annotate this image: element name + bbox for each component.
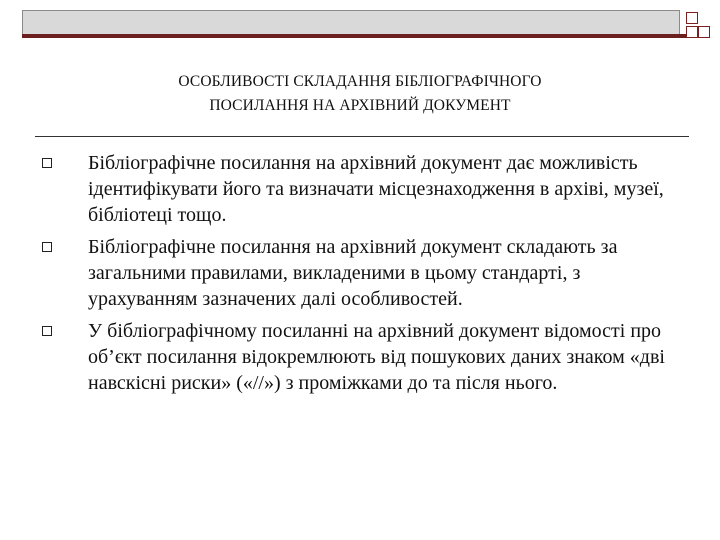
bullet-list xyxy=(36,150,676,402)
corner-square-icon xyxy=(686,26,698,38)
slide-title-line: ОСОБЛИВОСТІ СКЛАДАННЯ БІБЛІОГРАФІЧНОГО xyxy=(178,73,542,91)
corner-square-icon xyxy=(686,12,698,24)
hollow-square-bullet-icon xyxy=(42,326,52,336)
hollow-square-bullet-icon xyxy=(42,242,52,252)
slide-title xyxy=(60,70,660,118)
slide-title-line: ПОСИЛАННЯ НА АРХІВНИЙ ДОКУМЕНТ xyxy=(209,97,511,115)
corner-square-icon xyxy=(698,26,710,38)
bullet-item xyxy=(36,318,676,396)
hollow-square-bullet-icon xyxy=(42,158,52,168)
bullet-text: Бібліографічне посилання на архівний документ дає можливість ідентифікувати його та визначати місцезнаходження в архіві, музеї, бібліотеці тощо. xyxy=(88,152,664,226)
bullet-text: Бібліографічне посилання на архівний документ складають за загальними правилами, викладеними в цьому стандарті, з урахуванням зазначених далі особливостей. xyxy=(88,236,618,310)
bullet-item xyxy=(36,150,676,228)
title-divider xyxy=(35,136,689,137)
bullet-item xyxy=(36,234,676,312)
bullet-text: У бібліографічному посиланні на архівний документ відомості про об’єкт посилання відокремлюють від пошукових даних знаком «дві навскісні риски» («//») з проміжками до та після нього. xyxy=(88,320,665,394)
top-accent-rule xyxy=(22,34,686,38)
